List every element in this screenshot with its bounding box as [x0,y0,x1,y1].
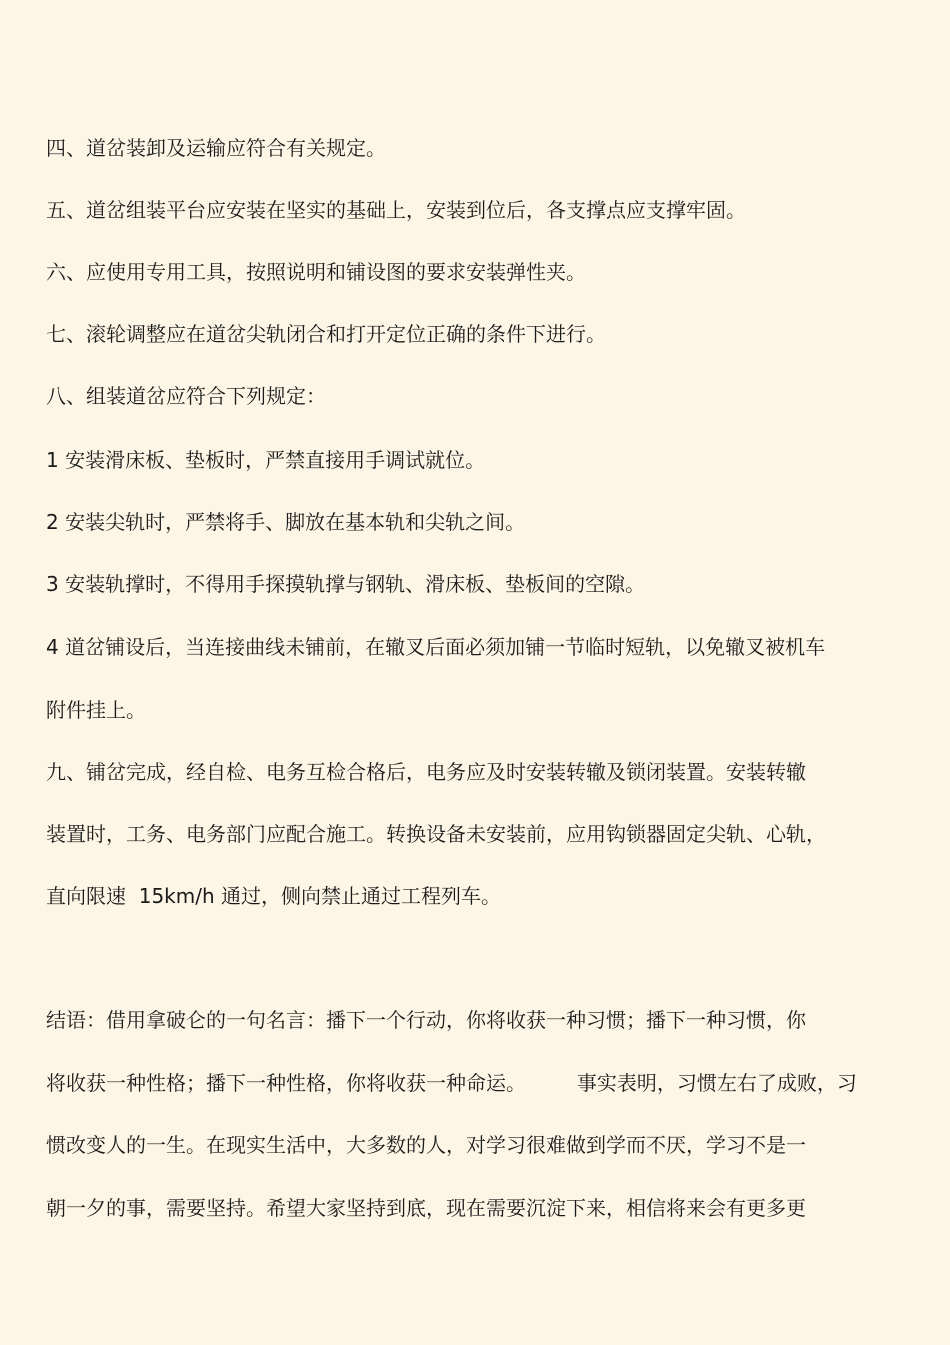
text-line: 直向限速 15km/h 通过，侧向禁止通过工程列车。 [46,884,501,908]
text-line: 3 安装轨撑时，不得用手探摸轨撑与钢轨、滑床板、垫板间的空隙。 [46,572,646,596]
text-line: 将收获一种性格；播下一种性格，你将收获一种命运。 事实表明，习惯左右了成败，习 [46,1071,857,1095]
text-line: 九、铺岔完成，经自检、电务互检合格后，电务应及时安装转辙及锁闭装置。安装转辙 [46,760,806,784]
text-line: 八、组装道岔应符合下列规定： [46,384,326,408]
text-line: 装置时，工务、电务部门应配合施工。转换设备未安装前，应用钩锁器固定尖轨、心轨， [46,822,826,846]
text-line: 朝一夕的事，需要坚持。希望大家坚持到底，现在需要沉淀下来，相信将来会有更多更 [46,1196,806,1220]
text-line: 结语：借用拿破仑的一句名言：播下一个行动，你将收获一种习惯；播下一种习惯，你 [46,1008,806,1032]
text-line: 4 道岔铺设后，当连接曲线未铺前，在辙叉后面必须加铺一节临时短轨，以免辙叉被机车 [46,635,826,659]
text-line: 六、应使用专用工具，按照说明和铺设图的要求安装弹性夹。 [46,260,586,284]
text-line: 2 安装尖轨时，严禁将手、脚放在基本轨和尖轨之间。 [46,510,526,534]
text-line: 五、道岔组装平台应安装在坚实的基础上，安装到位后，各支撑点应支撑牢固。 [46,198,746,222]
text-line: 惯改变人的一生。在现实生活中，大多数的人，对学习很难做到学而不厌，学习不是一 [46,1133,806,1157]
text-line: 四、道岔装卸及运输应符合有关规定。 [46,136,386,160]
text-line: 附件挂上。 [46,698,146,722]
text-line: 1 安装滑床板、垫板时，严禁直接用手调试就位。 [46,448,486,472]
text-line: 七、滚轮调整应在道岔尖轨闭合和打开定位正确的条件下进行。 [46,322,606,346]
